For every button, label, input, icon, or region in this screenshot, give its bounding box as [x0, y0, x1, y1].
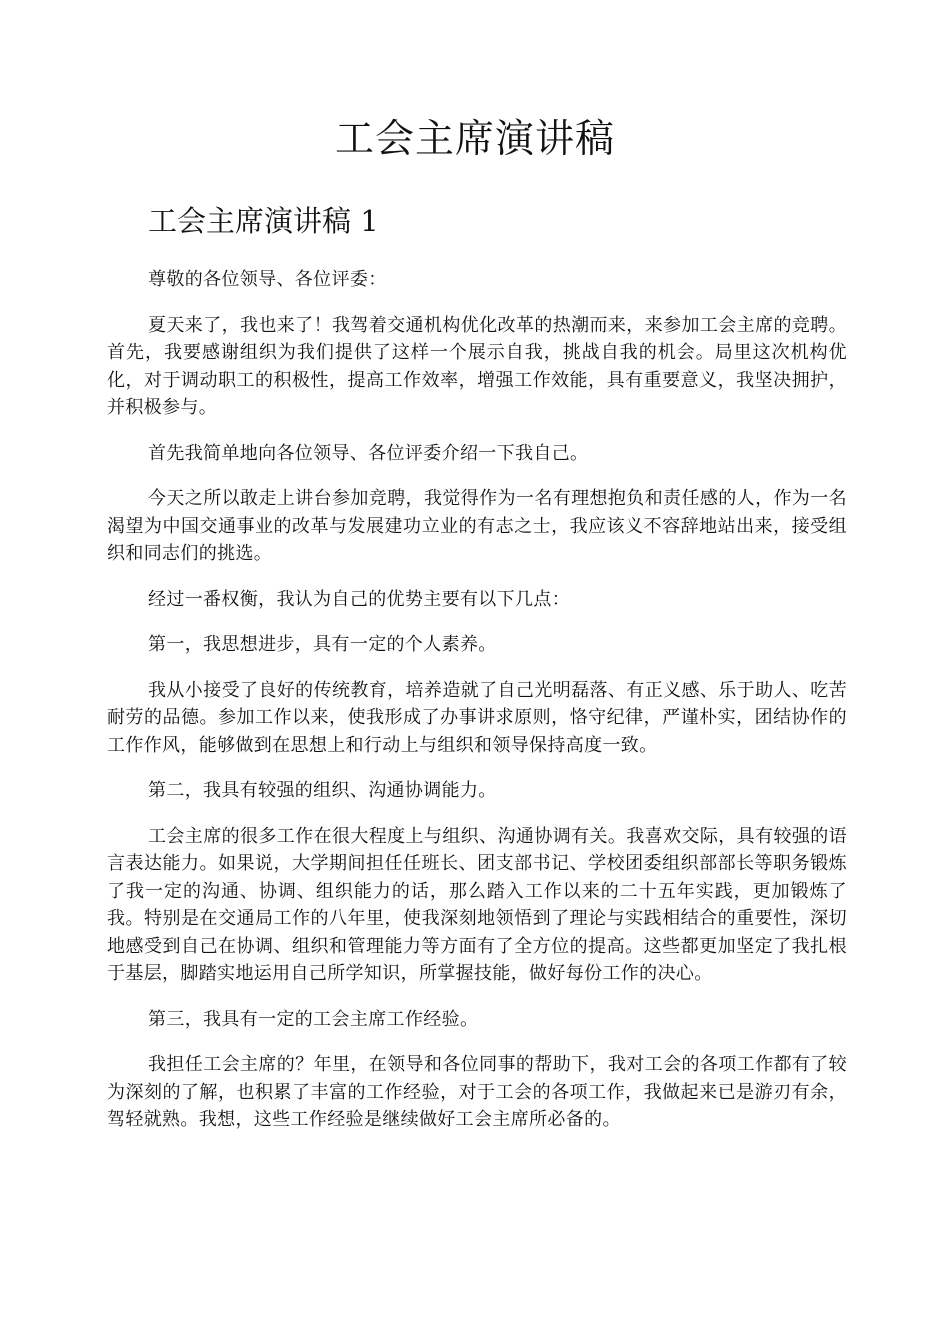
paragraph: 我从小接受了良好的传统教育，培养造就了自己光明磊落、有正义感、乐于助人、吃苦耐劳的品德。参加工作以来，使我形成了办事讲求原则，恪守纪律，严谨朴实，团结协作的工作作风，能够做到在思想上和行动上与组织和领导保持高度一致。: [107, 679, 847, 756]
paragraph-point-heading: 第三，我具有一定的工会主席工作经验。: [148, 1008, 479, 1030]
document-body: [107, 266, 847, 1152]
paragraph: 工会主席的很多工作在很大程度上与组织、沟通协调有关。我喜欢交际，具有较强的语言表达能力。如果说，大学期间担任任班长、团支部书记、学校团委组织部部长等职务锻炼了我一定的沟通、协调、组织能力的话，那么踏入工作以来的二十五年实践，更加锻炼了我。特别是在交通局工作的八年里，使我深刻地领悟到了理论与实践相结合的重要性，深切地感受到自己在协调、组织和管理能力等方面有了全方位的提高。这些都更加坚定了我扎根于基层，脚踏实地运用自己所学知识，所掌握技能，做好每份工作的决心。: [107, 825, 847, 984]
document-title: 工会主席演讲稿: [334, 117, 615, 162]
paragraph: 首先我简单地向各位领导、各位评委介绍一下我自己。: [148, 442, 589, 464]
section-heading: 工会主席演讲稿 1: [148, 204, 379, 238]
paragraph: 夏天来了，我也来了！我驾着交通机构优化改革的热潮而来，来参加工会主席的竞聘。首先，我要感谢组织为我们提供了这样一个展示自我，挑战自我的机会。局里这次机构优化，对于调动职工的积极性，提高工作效率，增强工作效能，具有重要意义，我坚决拥护，并积极参与。: [107, 314, 847, 418]
paragraph-point-heading: 第二，我具有较强的组织、沟通协调能力。: [148, 780, 497, 801]
paragraph-point-heading: 第一，我思想进步，具有一定的个人素养。: [148, 634, 497, 655]
paragraph: 我担任工会主席的？年里，在领导和各位同事的帮助下，我对工会的各项工作都有了较为深刻的了解，也积累了丰富的工作经验，对于工会的各项工作，我做起来已是游刃有余，驾轻就熟。我想，这些工作经验是继续做好工会主席所必备的。: [107, 1054, 847, 1130]
paragraph: 经过一番权衡，我认为自己的优势主要有以下几点：: [148, 588, 571, 610]
paragraph: 今天之所以敢走上讲台参加竞聘，我觉得作为一名有理想抱负和责任感的人，作为一名渴望为中国交通事业的改革与发展建功立业的有志之士，我应该义不容辞地站出来，接受组织和同志们的挑选。: [107, 488, 847, 564]
paragraph-salutation: 尊敬的各位领导、各位评委：: [148, 269, 387, 290]
